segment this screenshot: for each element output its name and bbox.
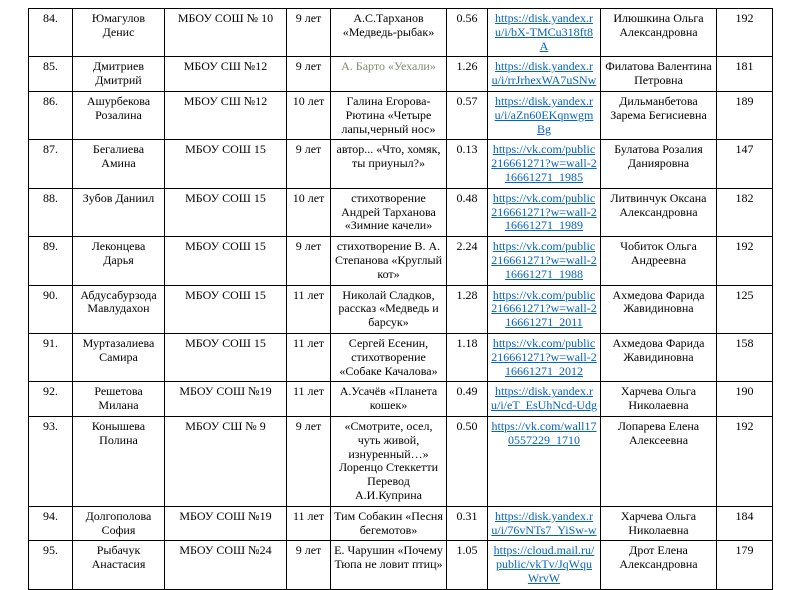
participant-age: 9 лет	[287, 140, 331, 188]
work-title: Е. Чарушин «Почему Тюпа не ловит птиц»	[331, 541, 447, 589]
video-link-cell	[488, 285, 601, 333]
participant-age: 11 лет	[287, 506, 331, 541]
school-name: МБОУ СОШ 15	[165, 237, 287, 285]
participant-name: Бегалиева Амина	[73, 140, 165, 188]
work-title: «Смотрите, осел, чуть живой, изнуренный…» Лоренцо Стеккетти Перевод А.И.Куприна	[331, 416, 447, 506]
points-value: 179	[717, 541, 773, 589]
teacher-name: Дрот Елена Александровна	[601, 541, 717, 589]
row-number: 94.	[29, 506, 73, 541]
row-number: 89.	[29, 237, 73, 285]
participant-name: Рыбачук Анастасия	[73, 541, 165, 589]
duration-value: 1.28	[447, 285, 488, 333]
duration-value: 0.13	[447, 140, 488, 188]
duration-value: 0.56	[447, 9, 488, 57]
school-name: МБОУ СОШ № 10	[165, 9, 287, 57]
table-row	[29, 237, 773, 285]
work-title: А. Барто «Уехали»	[331, 57, 447, 92]
participant-age: 10 лет	[287, 91, 331, 139]
video-link[interactable]: https://vk.com/public216661271?w=wall-216661271_2011	[491, 287, 597, 330]
table-row	[29, 140, 773, 188]
video-link[interactable]: https://vk.com/wall170557229_1710	[491, 418, 597, 447]
participant-age: 9 лет	[287, 416, 331, 506]
participant-age: 11 лет	[287, 333, 331, 381]
table-row	[29, 382, 773, 417]
duration-value: 0.57	[447, 91, 488, 139]
duration-value: 1.05	[447, 541, 488, 589]
video-link-cell	[488, 91, 601, 139]
participant-name: Абдусабурзода Мавлудахон	[73, 285, 165, 333]
participant-name: Долгополова София	[73, 506, 165, 541]
duration-value: 1.18	[447, 333, 488, 381]
table-row	[29, 333, 773, 381]
work-title: А.С.Тарханов «Медведь-рыбак»	[331, 9, 447, 57]
video-link[interactable]: https://vk.com/public216661271?w=wall-216661271_1989	[491, 190, 597, 233]
table-row	[29, 188, 773, 236]
video-link-cell	[488, 237, 601, 285]
video-link[interactable]: https://disk.yandex.ru/i/aZn60EKqnwgmBg	[494, 93, 594, 136]
video-link-cell	[488, 333, 601, 381]
video-link-cell	[488, 541, 601, 589]
duration-value: 2.24	[447, 237, 488, 285]
video-link-cell	[488, 188, 601, 236]
table-row	[29, 57, 773, 92]
school-name: МБОУ СШ №12	[165, 57, 287, 92]
video-link-cell	[488, 506, 601, 541]
table-row	[29, 285, 773, 333]
row-number: 85.	[29, 57, 73, 92]
teacher-name: Литвинчук Оксана Александровна	[601, 188, 717, 236]
video-link[interactable]: https://cloud.mail.ru/public/vkTv/JqWquWrvW	[493, 543, 595, 585]
table-body	[29, 9, 773, 590]
school-name: МБОУ СОШ 15	[165, 140, 287, 188]
video-link[interactable]: https://vk.com/public216661271?w=wall-216661271_2012	[491, 335, 597, 378]
points-value: 184	[717, 506, 773, 541]
school-name: МБОУ СШ № 9	[165, 416, 287, 506]
participant-name: Решетова Милана	[73, 382, 165, 417]
video-link-cell	[488, 57, 601, 92]
video-link[interactable]: https://vk.com/public216661271?w=wall-216661271_1985	[491, 142, 597, 184]
teacher-name: Илюшкина Ольга Александровна	[601, 9, 717, 57]
video-link[interactable]: https://disk.yandex.ru/i/rrJrhexWA7uSNw	[491, 59, 597, 88]
participant-age: 11 лет	[287, 285, 331, 333]
participant-name: Зубов Даниил	[73, 188, 165, 236]
teacher-name: Ахмедова Фарида Жавидиновна	[601, 285, 717, 333]
row-number: 88.	[29, 188, 73, 236]
school-name: МБОУ СОШ 15	[165, 285, 287, 333]
table-row	[29, 416, 773, 506]
work-title: А.Усачёв «Планета кошек»	[331, 382, 447, 417]
participant-age: 9 лет	[287, 237, 331, 285]
participant-age: 9 лет	[287, 541, 331, 589]
duration-value: 0.49	[447, 382, 488, 417]
video-link[interactable]: https://disk.yandex.ru/i/eT_EsUhNcd-Udg	[491, 384, 597, 413]
school-name: МБОУ СОШ №19	[165, 382, 287, 417]
school-name: МБОУ СОШ №24	[165, 541, 287, 589]
row-number: 93.	[29, 416, 73, 506]
row-number: 90.	[29, 285, 73, 333]
points-value: 192	[717, 416, 773, 506]
work-title: стихотворение В. А. Степанова «Круглый кот»	[331, 237, 447, 285]
teacher-name: Лопарева Елена Алексеевна	[601, 416, 717, 506]
video-link[interactable]: https://vk.com/public216661271?w=wall-216661271_1988	[491, 239, 597, 281]
school-name: МБОУ СОШ 15	[165, 188, 287, 236]
participant-age: 10 лет	[287, 188, 331, 236]
points-value: 190	[717, 382, 773, 417]
video-link-cell	[488, 416, 601, 506]
work-title: Тим Собакин «Песня бегемотов»	[331, 506, 447, 541]
points-value: 189	[717, 91, 773, 139]
table-row	[29, 9, 773, 57]
video-link-cell	[488, 9, 601, 57]
teacher-name: Харчева Ольга Николаевна	[601, 382, 717, 417]
points-value: 192	[717, 9, 773, 57]
participant-age: 9 лет	[287, 57, 331, 92]
participant-age: 11 лет	[287, 382, 331, 417]
results-table	[28, 8, 773, 590]
row-number: 92.	[29, 382, 73, 417]
teacher-name: Дильманбетова Зарема Бегисиевна	[601, 91, 717, 139]
work-title: автор... «Что, хомяк, ты приуныл?»	[331, 140, 447, 188]
participant-name: Ашурбекова Розалина	[73, 91, 165, 139]
video-link[interactable]: https://disk.yandex.ru/i/76vNTs7_YiSw-w	[491, 508, 597, 537]
table-row	[29, 541, 773, 589]
row-number: 91.	[29, 333, 73, 381]
participant-name: Дмитриев Дмитрий	[73, 57, 165, 92]
participant-name: Леконцева Дарья	[73, 237, 165, 285]
teacher-name: Булатова Розалия Данияровна	[601, 140, 717, 188]
video-link[interactable]: https://disk.yandex.ru/i/bX-TMCu318ft8A	[495, 11, 593, 53]
work-title: стихотворение Андрей Тарханова «Зимние качели»	[331, 188, 447, 236]
row-number: 95.	[29, 541, 73, 589]
participant-name: Муртазалиева Самира	[73, 333, 165, 381]
points-value: 182	[717, 188, 773, 236]
work-title: Сергей Есенин, стихотворение «Собаке Качалова»	[331, 333, 447, 381]
table-row	[29, 91, 773, 139]
duration-value: 0.50	[447, 416, 488, 506]
participant-name: Конышева Полина	[73, 416, 165, 506]
points-value: 158	[717, 333, 773, 381]
points-value: 147	[717, 140, 773, 188]
points-value: 181	[717, 57, 773, 92]
work-title: Николай Сладков, рассказ «Медведь и барсук»	[331, 285, 447, 333]
duration-value: 1.26	[447, 57, 488, 92]
video-link-cell	[488, 382, 601, 417]
participant-name: Юмагулов Денис	[73, 9, 165, 57]
row-number: 84.	[29, 9, 73, 57]
work-title: Галина Егорова-Рютина «Четыре лапы,черный нос»	[331, 91, 447, 139]
points-value: 192	[717, 237, 773, 285]
row-number: 87.	[29, 140, 73, 188]
points-value: 125	[717, 285, 773, 333]
duration-value: 0.48	[447, 188, 488, 236]
video-link-cell	[488, 140, 601, 188]
table-row	[29, 506, 773, 541]
teacher-name: Чобиток Ольга Андреевна	[601, 237, 717, 285]
row-number: 86.	[29, 91, 73, 139]
school-name: МБОУ СОШ №19	[165, 506, 287, 541]
participant-age: 9 лет	[287, 9, 331, 57]
teacher-name: Филатова Валентина Петровна	[601, 57, 717, 92]
teacher-name: Ахмедова Фарида Жавидиновна	[601, 333, 717, 381]
teacher-name: Харчева Ольга Николаевна	[601, 506, 717, 541]
school-name: МБОУ СШ №12	[165, 91, 287, 139]
duration-value: 0.31	[447, 506, 488, 541]
school-name: МБОУ СОШ 15	[165, 333, 287, 381]
